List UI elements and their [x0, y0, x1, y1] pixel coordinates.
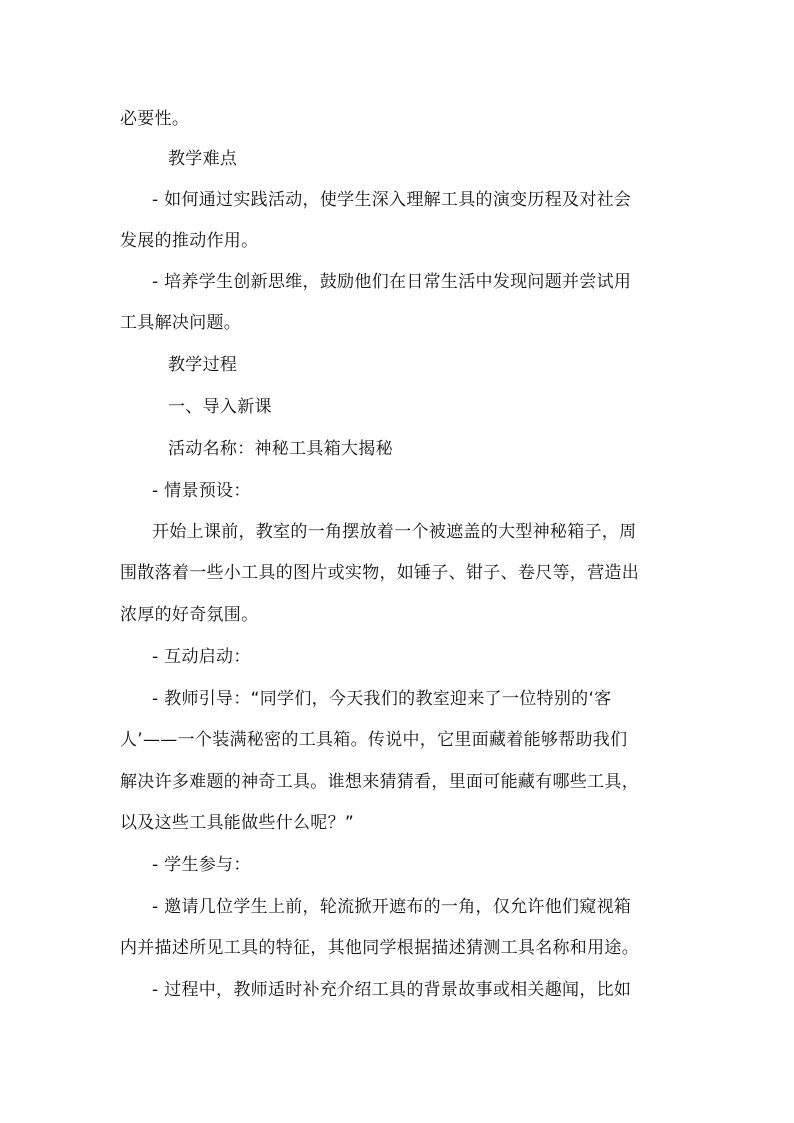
text-line: 浓厚的好奇氛围。: [120, 605, 259, 625]
text-line: 解决许多难题的神奇工具。谁想来猜猜看，里面可能藏有哪些工具，: [120, 772, 639, 792]
text-line: 围散落着一些小工具的图片或实物，如锤子、钳子、卷尺等，营造出: [120, 563, 639, 583]
text-line: 发展的推动作用。: [120, 231, 259, 251]
section-heading: 教学难点: [168, 149, 238, 169]
text-line: - 互动启动：: [152, 647, 251, 667]
text-line: 人’——一个装满秘密的工具箱。传说中，它里面藏着能够帮助我们: [120, 730, 628, 750]
activity-title: 活动名称：神秘工具箱大揭秘: [168, 439, 393, 459]
text-line: - 学生参与：: [152, 855, 251, 875]
text-line: 内并描述所见工具的特征，其他同学根据描述猜测工具名称和用途。: [120, 938, 639, 958]
section-heading: 教学过程: [168, 355, 238, 375]
text-line: - 情景预设：: [152, 481, 251, 501]
text-line: 必要性。: [120, 109, 190, 129]
text-line: - 培养学生创新思维，鼓励他们在日常生活中发现问题并尝试用: [152, 272, 632, 292]
text-line: - 教师引导：“同学们，今天我们的教室迎来了一位特别的‘客: [152, 689, 612, 709]
text-line: - 如何通过实践活动，使学生深入理解工具的演变历程及对社会: [152, 190, 632, 210]
text-line: - 过程中，教师适时补充介绍工具的背景故事或相关趣闻，比如: [152, 980, 632, 1000]
text-line: 以及这些工具能做些什么呢？”: [120, 813, 355, 833]
text-line: 开始上课前，教室的一角摆放着一个被遮盖的大型神秘箱子，周: [152, 522, 637, 542]
subsection-heading: 一、导入新课: [168, 397, 272, 417]
text-line: 工具解决问题。: [120, 313, 242, 333]
text-line: - 邀请几位学生上前，轮流掀开遮布的一角，仅允许他们窥视箱: [152, 897, 632, 917]
